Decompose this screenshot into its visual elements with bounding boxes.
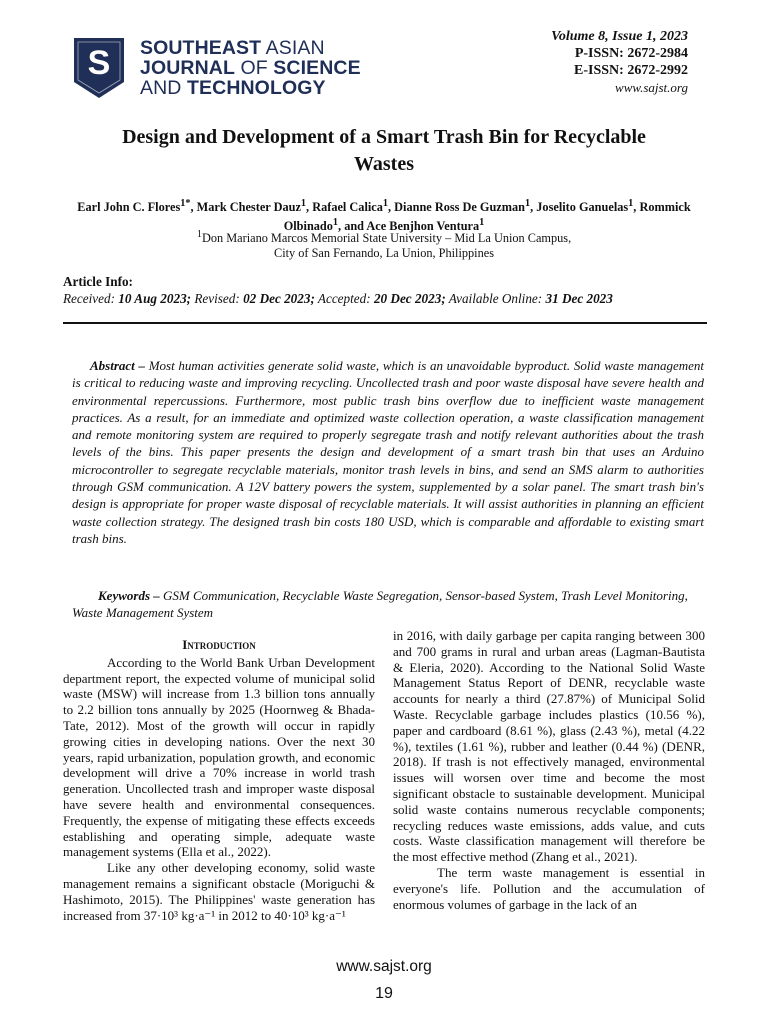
- keywords-text: GSM Communication, Recyclable Waste Segregation, Sensor-based System, Trash Level Monitoring, Waste Management System: [72, 588, 688, 621]
- divider: [63, 322, 707, 324]
- journal-word: OF: [240, 57, 268, 79]
- article-dates: [63, 290, 613, 307]
- journal-word: SCIENCE: [273, 57, 361, 79]
- body-paragraph: The term waste management is essential in everyone's life. Pollution and the accumulation of enormous volumes of garbage in the lack of an: [393, 864, 705, 912]
- paper-title: [64, 124, 704, 178]
- author-list: Earl John C. Flores$^{1*}$, Mark Chester Dauz$^1$, Rafael Calica$^1$, Dianne Ross De Guzman$^1$, Joselito Ganuelas$^1$, Rommick Olbinado$^1$, and Ace Benjhon Ventura$^1$: [77, 198, 691, 234]
- body-paragraph: According to the World Bank Urban Development department report, the expected volume of municipal solid waste (MSW) will increase from 1.3 billion tons annually to 2.2 billion tons annually by 2025 (Hoornweg & Bhada-Tate, 2012). Most of the growth will occur in rapidly growing cities in developing nations. Over the next 30 years, rapid urbanization, population growth, and economic development will drive a 70% increase in world trash generation. Uncollected trash and improper waste disposal have severe health and environmental consequences. Frequently, the expense of mitigating these effects exceeds establishing and operating simple, adequate waste management systems (Ella et al., 2022).: [63, 654, 375, 860]
- received-date: 10 Aug 2023;: [118, 291, 192, 306]
- page-number: 19: [375, 985, 393, 1002]
- abstract-text: Most human activities generate solid waste, which is an unavoidable byproduct. Solid waste management is critical to reducing waste and improving recycling. Uncollected trash and poor waste disposal have severe health and environmental repercussions. Furthermore, most public trash bins overflow due to inefficient waste management practices. As a result, for an immediate and optimized waste collection operation, a waste classification management and remote monitoring system are required to properly segregate trash and notify relevant authorities about the trash levels of the bins. This paper presents the design and development of a smart trash bin that uses an Arduino microcontroller to segregate recyclable materials, monitor trash levels in bins, and send an SMS alarm to authorities through GSM communication. A 12V battery powers the system, supplemented by a solar panel. The smart trash bin's design is appropriate for proper waste disposal of recyclable materials. It will assist authorities in planning an efficient waste collection strategy. The designed trash bin costs 180 USD, which is comparable and affordable to existing smart trash bins.: [72, 358, 705, 546]
- abstract-label: Abstract –: [90, 358, 145, 373]
- journal-word: AND: [140, 77, 182, 99]
- title-line: Wastes: [354, 153, 414, 175]
- volume-issue: Volume 8, Issue 1, 2023: [551, 29, 688, 44]
- revised-date: 02 Dec 2023;: [243, 291, 315, 306]
- body-paragraph: Like any other developing economy, solid waste management remains a significant obstacle (Moriguchi & Hashimoto, 2015). The Philippines' waste generation has increased from 37·10³ kg·a⁻¹ in 2012 to 40·10³ kg·a⁻¹: [63, 860, 375, 923]
- body-column-right: [393, 628, 705, 912]
- article-info-heading: Article Info:: [63, 274, 133, 289]
- affiliation: $^1$Don Mariano Marcos Memorial State University – Mid La Union Campus, City of San Fernando, La Union, Philippines: [64, 227, 704, 261]
- footer-website: www.sajst.org: [336, 958, 432, 975]
- affiliation-line: City of San Fernando, La Union, Philippines: [274, 246, 494, 261]
- journal-name: [140, 38, 361, 98]
- journal-word: JOURNAL: [140, 57, 235, 79]
- title-line: Design and Development of a Smart Trash Bin for Recyclable: [122, 126, 646, 148]
- journal-logo: [72, 36, 126, 100]
- received-label: Received:: [63, 291, 115, 306]
- header-website: www.sajst.org: [615, 80, 688, 95]
- keywords: [72, 587, 692, 622]
- journal-word: SOUTHEAST: [140, 37, 262, 59]
- accepted-date: 20 Dec 2023;: [373, 291, 446, 306]
- issue-info: [551, 28, 688, 96]
- abstract: [72, 357, 704, 547]
- body-paragraph: in 2016, with daily garbage per capita ranging between 300 and 700 grams in rural and urban areas (Lagman-Bautista & Eleria, 2020). According to the National Solid Waste Management Status Report of DENR, recyclable waste accounts for nearly a third (27.87%) of Municipal Solid Waste. Recyclable garbage includes plastics (10.56 %), paper and cardboard (8.61 %), glass (2.43 %), metal (4.22 %), textiles (1.61 %), rubber and leather (0.44 %) (DENR, 2018). If trash is not effectively managed, environmental issues will worsen over time and become the most significant obstacle to sustainable development. Municipal solid waste contains numerous recyclable components; recycling reduces waste emissions, adds value, and cuts costs. Waste classification management will therefore be the most effective method (Zhang et al., 2021).: [393, 628, 705, 865]
- accepted-label: Accepted:: [317, 291, 371, 306]
- print-issn: P-ISSN: 2672-2984: [574, 46, 688, 61]
- body-column-left: [63, 637, 375, 923]
- logo-letter: S: [87, 44, 111, 82]
- online-date: 31 Dec 2023: [545, 291, 613, 306]
- revised-label: Revised:: [194, 291, 240, 306]
- journal-word: TECHNOLOGY: [187, 77, 326, 99]
- section-heading-introduction: Introduction: [182, 637, 256, 652]
- article-info: [63, 273, 613, 307]
- keywords-label: Keywords –: [98, 588, 160, 603]
- online-label: Available Online:: [448, 291, 543, 306]
- journal-word: ASIAN: [265, 37, 325, 59]
- electronic-issn: E-ISSN: 2672-2992: [574, 63, 688, 78]
